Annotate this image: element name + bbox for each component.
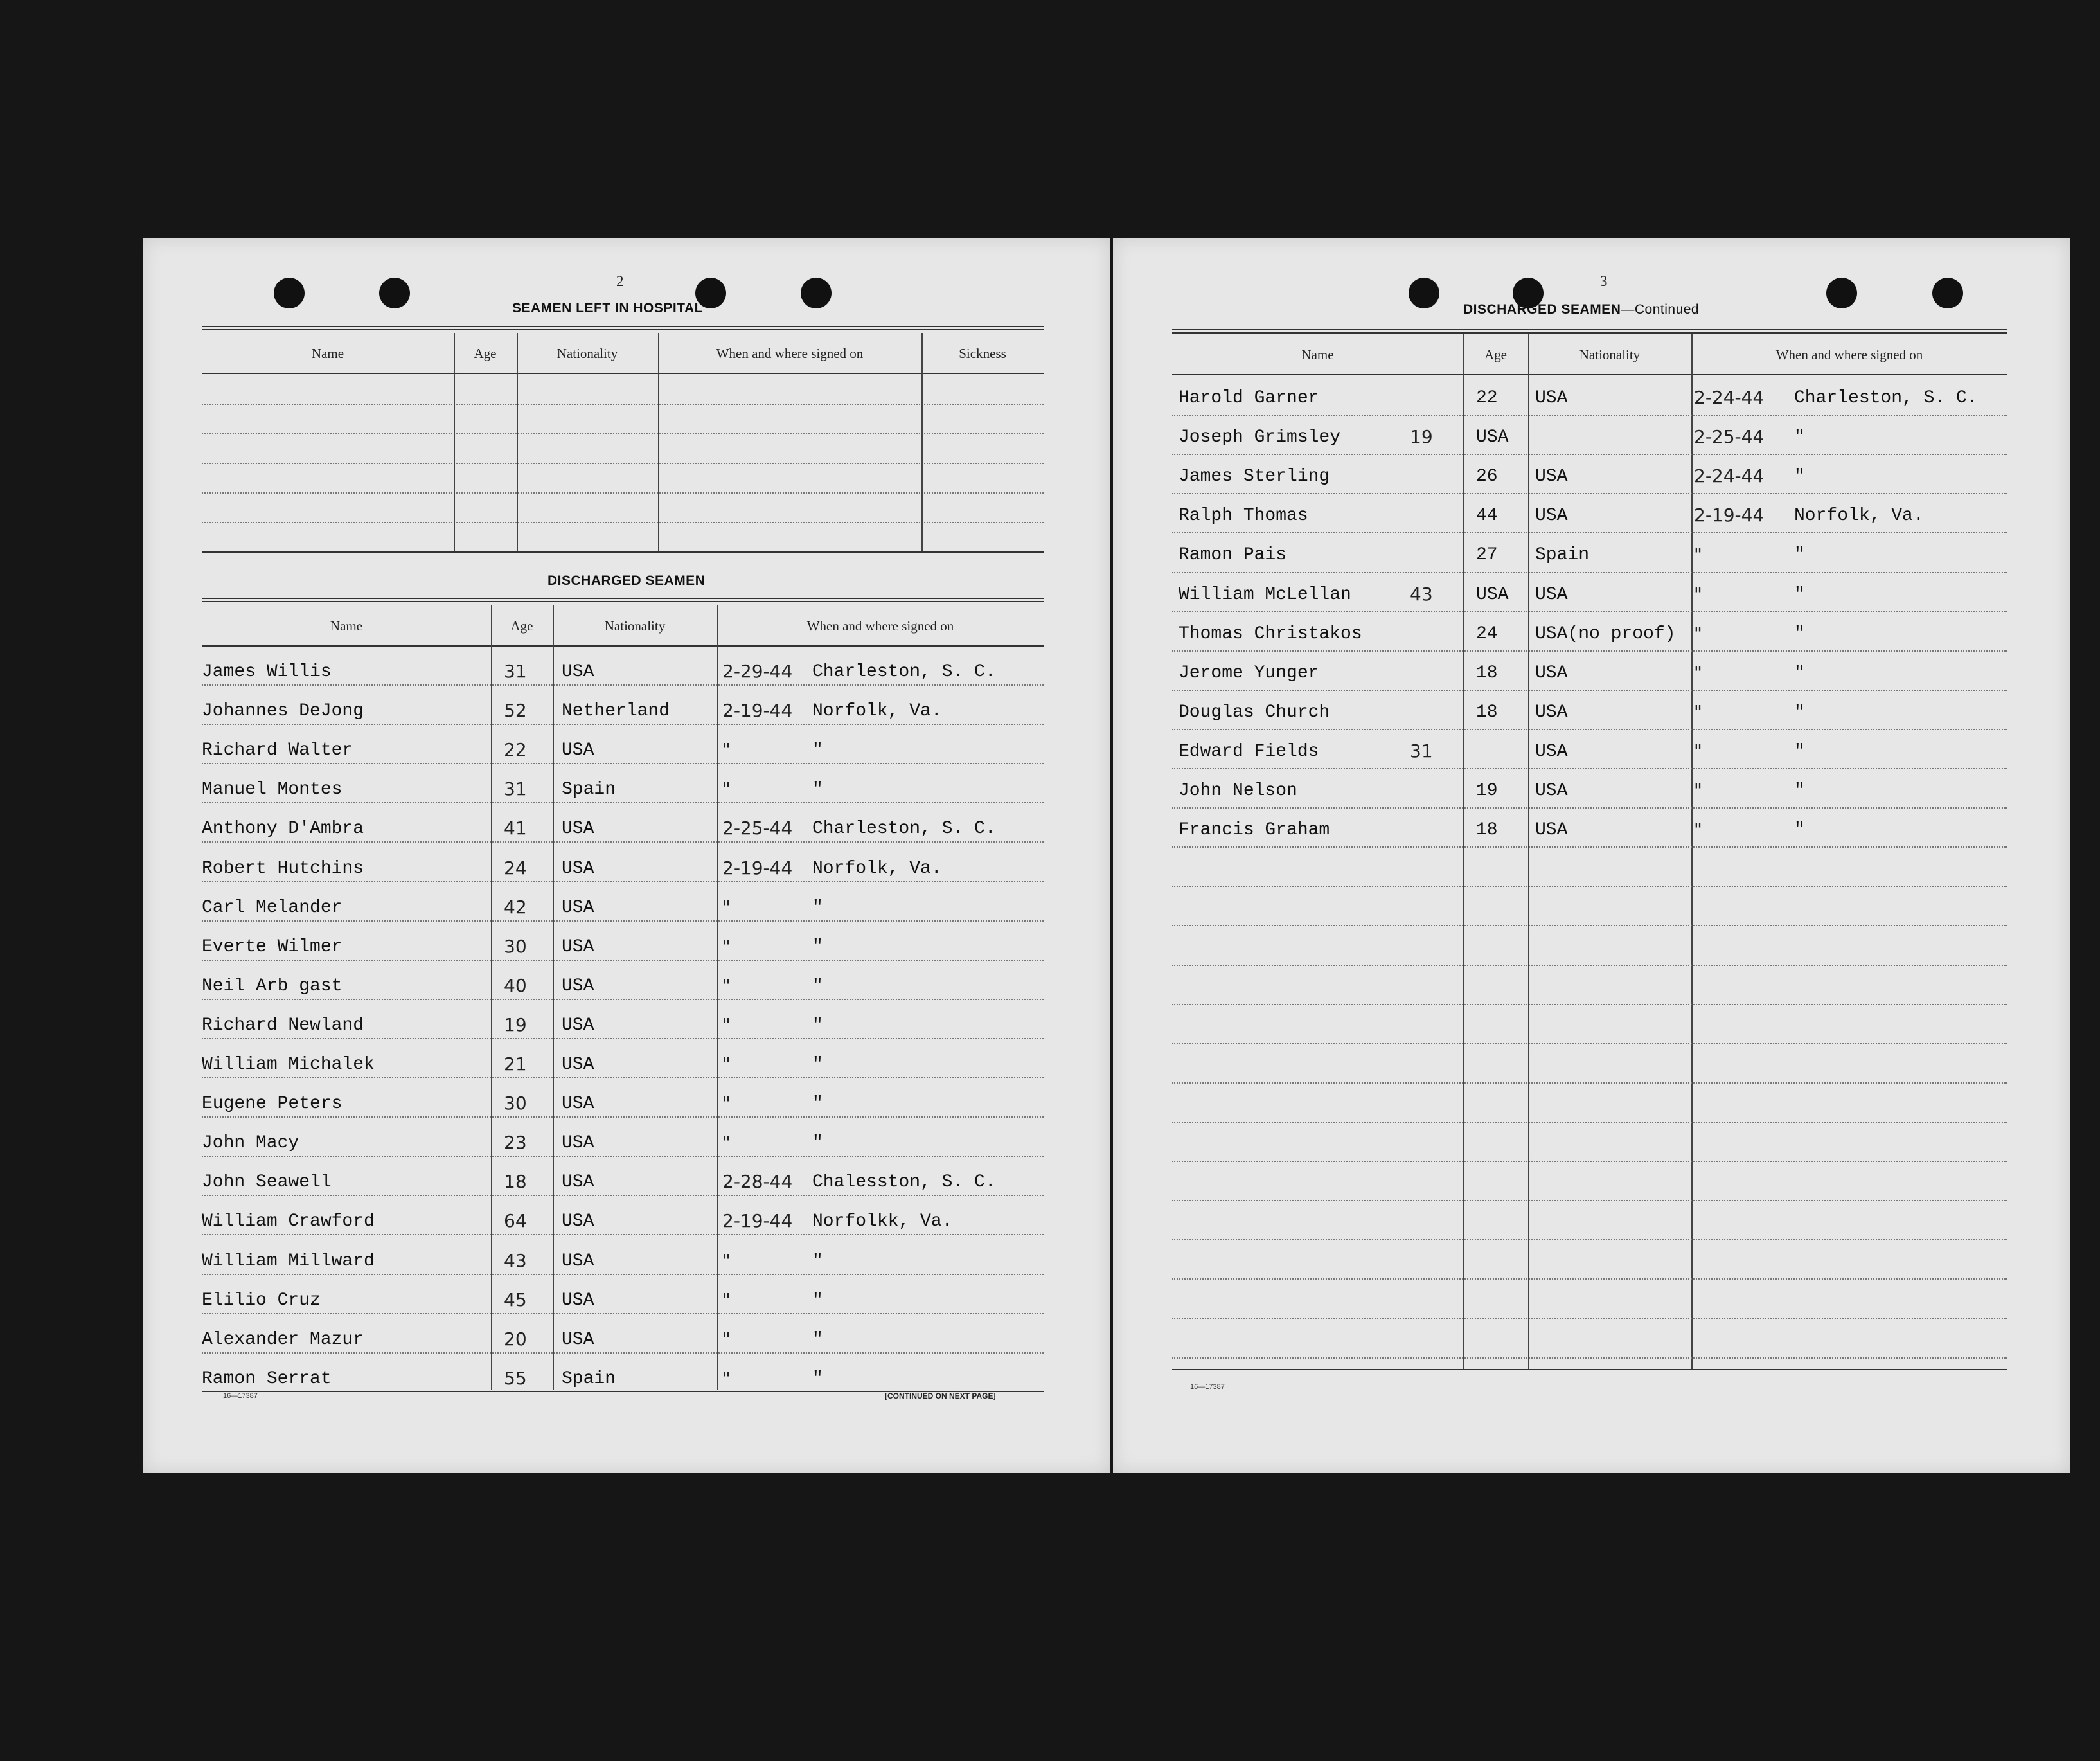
name-cell: Ramon Serrat	[202, 1368, 332, 1389]
date-cell: 2-19-44	[722, 1210, 793, 1232]
age-cell: 18	[1476, 702, 1498, 722]
form-number: 16—17387	[1190, 1383, 1225, 1391]
table-row	[202, 1275, 1044, 1314]
name-cell: Alexander Mazur	[202, 1329, 364, 1350]
date-cell: "	[1694, 661, 1702, 683]
table-row	[202, 725, 1044, 764]
col-signed-on: When and where signed on	[1775, 347, 1923, 362]
date-cell: "	[1694, 583, 1702, 605]
nationality-cell: USA	[1535, 388, 1568, 408]
nationality-cell: USA	[562, 976, 594, 996]
place-cell: "	[1794, 427, 1805, 448]
col-name: Name	[311, 346, 344, 361]
form-number: 16—17387	[223, 1392, 258, 1400]
col-age: Age	[510, 618, 533, 634]
age-cell: 41	[504, 818, 527, 839]
age-cell: 26	[1476, 467, 1498, 487]
place-cell: "	[812, 1015, 823, 1035]
name-cell: John Nelson	[1179, 781, 1297, 801]
nationality-cell: Spain	[1535, 545, 1590, 566]
name-cell: Anthony D'Ambra	[202, 819, 364, 839]
nationality-cell: Spain	[562, 780, 616, 800]
date-cell: 2-29-44	[722, 661, 793, 682]
name-cell: John Macy	[202, 1133, 299, 1154]
table-row	[1172, 765, 2007, 805]
age-cell: 24	[1476, 623, 1498, 644]
nationality-cell: USA	[562, 1094, 594, 1114]
date-cell: 2-28-44	[722, 1171, 793, 1193]
name-cell: Johannes DeJong	[202, 701, 364, 722]
age-cell: 19	[1476, 781, 1498, 801]
age-cell: 19	[504, 1014, 527, 1035]
place-cell: "	[812, 1290, 823, 1310]
date-cell: "	[1694, 701, 1702, 722]
table-row	[202, 843, 1044, 882]
age-cell: USA	[1476, 427, 1509, 448]
age-cell: 18	[504, 1171, 527, 1193]
table-row	[1172, 373, 2007, 412]
col-nationality: Nationality	[1579, 347, 1641, 362]
date-cell: "	[722, 1053, 731, 1075]
place-cell: Norfolk, Va.	[812, 701, 942, 722]
name-cell: Edward Fields	[1179, 741, 1319, 762]
name-cell: William Michalek	[202, 1055, 375, 1075]
title-rule	[1172, 329, 2007, 334]
punch-hole	[1826, 278, 1857, 308]
name-cell: Elilio Cruz	[202, 1290, 321, 1310]
place-cell: Charleston, S. C.	[812, 819, 996, 839]
nationality-cell: USA	[562, 1015, 594, 1035]
nationality-cell: USA	[562, 1290, 594, 1310]
age-cell: 30	[504, 1093, 527, 1114]
nationality-cell: USA	[562, 1172, 594, 1193]
date-cell: "	[722, 1132, 731, 1154]
table-row	[1172, 569, 2007, 609]
name-cell: John Seawell	[202, 1172, 332, 1193]
name-cell: Everte Wilmer	[202, 936, 343, 957]
table-row	[1172, 451, 2007, 490]
title-rule	[202, 326, 1044, 330]
table-row	[1172, 490, 2007, 530]
date-cell: 2-19-44	[722, 700, 793, 722]
age-cell: 31	[504, 778, 527, 800]
age-cell: 64	[504, 1210, 527, 1232]
age-cell: 18	[1476, 820, 1498, 841]
title-rule	[202, 598, 1044, 602]
col-signed-on: When and where signed on	[716, 346, 864, 361]
date-cell: "	[722, 1014, 731, 1035]
name-cell: Joseph Grimsley	[1179, 427, 1341, 448]
punch-hole	[801, 278, 832, 308]
col-signed-on: When and where signed on	[806, 618, 954, 634]
name-cell: Neil Arb gast	[202, 976, 343, 996]
nationality-cell: USA	[1535, 467, 1568, 487]
place-cell: "	[812, 936, 823, 957]
place-cell: "	[1794, 702, 1805, 722]
place-cell: Chalesston, S. C.	[812, 1172, 996, 1193]
nationality-cell: USA	[1535, 781, 1568, 801]
place-cell: Charleston, S. C.	[812, 662, 996, 682]
date-cell: "	[1694, 740, 1702, 762]
hospital-title: SEAMEN LEFT IN HOSPITAL	[512, 301, 703, 316]
col-sickness: Sickness	[959, 346, 1006, 361]
nationality-cell: USA	[1535, 741, 1568, 762]
nationality-cell: USA	[562, 1211, 594, 1232]
name-cell: Manuel Montes	[202, 780, 343, 800]
nationality-cell: USA	[562, 1251, 594, 1271]
name-cell: Carl Melander	[202, 897, 343, 918]
name-cell: Richard Walter	[202, 740, 353, 761]
table-row	[1172, 412, 2007, 451]
place-cell: "	[812, 1133, 823, 1154]
place-cell: "	[1794, 584, 1805, 605]
table-row	[202, 1354, 1044, 1393]
title-main: DISCHARGED SEAMEN	[1463, 302, 1621, 317]
age-cell: 55	[504, 1367, 527, 1389]
age-cell: 21	[504, 1053, 527, 1075]
date-cell: "	[722, 1328, 731, 1350]
place-cell: "	[1794, 467, 1805, 487]
place-cell: Charleston, S. C.	[1794, 388, 1978, 408]
age-cell: 42	[504, 896, 527, 918]
discharged-title: DISCHARGED SEAMEN	[547, 573, 706, 588]
place-cell: Norfolk, Va.	[1794, 506, 1924, 526]
nationality-cell: USA	[562, 897, 594, 918]
table-row	[202, 882, 1044, 922]
punch-hole	[1932, 278, 1963, 308]
table-row	[1172, 687, 2007, 726]
date-cell: "	[722, 778, 731, 800]
name-cell: William McLellan	[1179, 584, 1351, 605]
title-suffix: —Continued	[1621, 302, 1700, 317]
name-cell: James Willis	[202, 662, 332, 682]
nationality-cell: USA	[562, 662, 594, 682]
place-cell: "	[812, 897, 823, 918]
place-cell: "	[1794, 781, 1805, 801]
place-cell: "	[1794, 623, 1805, 644]
nationality-cell: USA	[1535, 506, 1568, 526]
page-number: 3	[1600, 273, 1608, 289]
nationality-cell: USA	[562, 1133, 594, 1154]
table-row	[1172, 726, 2007, 765]
date-cell: "	[722, 1367, 731, 1389]
place-cell: "	[812, 740, 823, 761]
nationality-cell: Spain	[562, 1368, 616, 1389]
name-cell: Ramon Pais	[1179, 545, 1287, 566]
age-cell: USA	[1476, 584, 1509, 605]
table-row	[202, 764, 1044, 803]
discharged-table	[202, 605, 1044, 1402]
col-age: Age	[1484, 347, 1507, 362]
name-cell: Thomas Christakos	[1179, 623, 1362, 644]
col-name: Name	[1301, 347, 1334, 362]
date-cell: "	[1694, 622, 1702, 644]
age-cell: 18	[1476, 663, 1498, 683]
age-cell: 43	[504, 1249, 527, 1271]
table-row	[202, 1314, 1044, 1354]
age-cell: 27	[1476, 545, 1498, 566]
table-row	[202, 1118, 1044, 1157]
place-cell: "	[812, 1251, 823, 1271]
place-cell: "	[1794, 820, 1805, 841]
table-row	[1172, 648, 2007, 687]
table-row	[202, 647, 1044, 686]
place-cell: "	[812, 976, 823, 996]
handwritten-age: 31	[1410, 740, 1433, 762]
name-cell: James Sterling	[1179, 467, 1330, 487]
col-name: Name	[330, 618, 363, 634]
col-nationality: Nationality	[556, 346, 618, 361]
name-cell: Eugene Peters	[202, 1094, 343, 1114]
date-cell: "	[722, 1289, 731, 1310]
place-cell: "	[1794, 741, 1805, 762]
name-cell: Francis Graham	[1179, 820, 1330, 841]
nationality-cell: USA	[562, 1329, 594, 1350]
age-cell: 52	[504, 700, 527, 722]
date-cell: 2-24-44	[1694, 465, 1765, 487]
nationality-cell: USA(no proof)	[1535, 623, 1676, 644]
name-cell: Harold Garner	[1179, 388, 1319, 408]
place-cell: Norfolk, Va.	[812, 858, 942, 879]
handwritten-age: 19	[1410, 426, 1433, 448]
age-cell: 23	[504, 1132, 527, 1154]
age-cell: 45	[504, 1289, 527, 1310]
date-cell: 2-19-44	[1694, 505, 1765, 526]
place-cell: "	[812, 780, 823, 800]
nationality-cell: USA	[1535, 663, 1568, 683]
col-nationality: Nationality	[604, 618, 666, 634]
page-number: 2	[616, 273, 624, 289]
right-page	[1113, 238, 2070, 1473]
nationality-cell: USA	[1535, 820, 1568, 841]
age-cell: 24	[504, 857, 527, 879]
age-cell: 22	[504, 739, 527, 761]
date-cell: "	[722, 935, 731, 957]
date-cell: "	[1694, 819, 1702, 841]
date-cell: "	[722, 739, 731, 761]
discharged-continued-title	[1463, 302, 1699, 317]
nationality-cell: USA	[1535, 584, 1568, 605]
left-page	[143, 238, 1110, 1473]
nationality-cell: USA	[562, 858, 594, 879]
name-cell: Douglas Church	[1179, 702, 1330, 722]
nationality-cell: USA	[562, 819, 594, 839]
hospital-table	[202, 333, 1044, 571]
place-cell: "	[812, 1094, 823, 1114]
name-cell: William Crawford	[202, 1211, 375, 1232]
nationality-cell: Netherland	[562, 701, 670, 722]
date-cell: "	[722, 896, 731, 918]
date-cell: 2-25-44	[1694, 426, 1765, 448]
age-cell: 20	[504, 1328, 527, 1350]
table-row	[202, 1196, 1044, 1235]
nationality-cell: USA	[562, 936, 594, 957]
date-cell: "	[1694, 544, 1702, 566]
table-row	[202, 1157, 1044, 1196]
date-cell: 2-19-44	[722, 857, 793, 879]
age-cell: 30	[504, 935, 527, 957]
table-row	[202, 1039, 1044, 1078]
table-row	[1172, 805, 2007, 844]
date-cell: "	[722, 974, 731, 996]
punch-hole	[379, 278, 410, 308]
nationality-cell: USA	[562, 1055, 594, 1075]
name-cell: Richard Newland	[202, 1015, 364, 1035]
col-age: Age	[474, 346, 497, 361]
nationality-cell: USA	[1535, 702, 1568, 722]
name-cell: Jerome Yunger	[1179, 663, 1319, 683]
nationality-cell: USA	[562, 740, 594, 761]
date-cell: 2-25-44	[722, 818, 793, 839]
continued-note: [CONTINUED ON NEXT PAGE]	[885, 1391, 996, 1400]
punch-hole	[1409, 278, 1439, 308]
name-cell: Robert Hutchins	[202, 858, 364, 879]
table-row	[1172, 609, 2007, 648]
handwritten-age: 43	[1410, 583, 1433, 605]
date-cell: "	[722, 1249, 731, 1271]
table-row	[202, 1236, 1044, 1275]
date-cell: "	[722, 1093, 731, 1114]
place-cell: "	[1794, 663, 1805, 683]
table-row	[202, 922, 1044, 961]
place-cell: "	[812, 1055, 823, 1075]
age-cell: 40	[504, 974, 527, 996]
date-cell: "	[1694, 780, 1702, 801]
place-cell: "	[1794, 545, 1805, 566]
table-row	[202, 803, 1044, 843]
table-row	[202, 961, 1044, 1000]
table-row	[202, 1000, 1044, 1039]
table-row	[202, 686, 1044, 725]
name-cell: Ralph Thomas	[1179, 506, 1308, 526]
age-cell: 22	[1476, 388, 1498, 408]
date-cell: 2-24-44	[1694, 387, 1765, 408]
age-cell: 44	[1476, 506, 1498, 526]
discharged-continued-table	[1172, 334, 2007, 1408]
place-cell: "	[812, 1329, 823, 1350]
place-cell: Norfolkk, Va.	[812, 1211, 953, 1232]
age-cell: 31	[504, 661, 527, 682]
table-row	[202, 1078, 1044, 1118]
place-cell: "	[812, 1368, 823, 1389]
punch-hole	[274, 278, 305, 308]
table-row	[1172, 530, 2007, 569]
name-cell: William Millward	[202, 1251, 375, 1271]
